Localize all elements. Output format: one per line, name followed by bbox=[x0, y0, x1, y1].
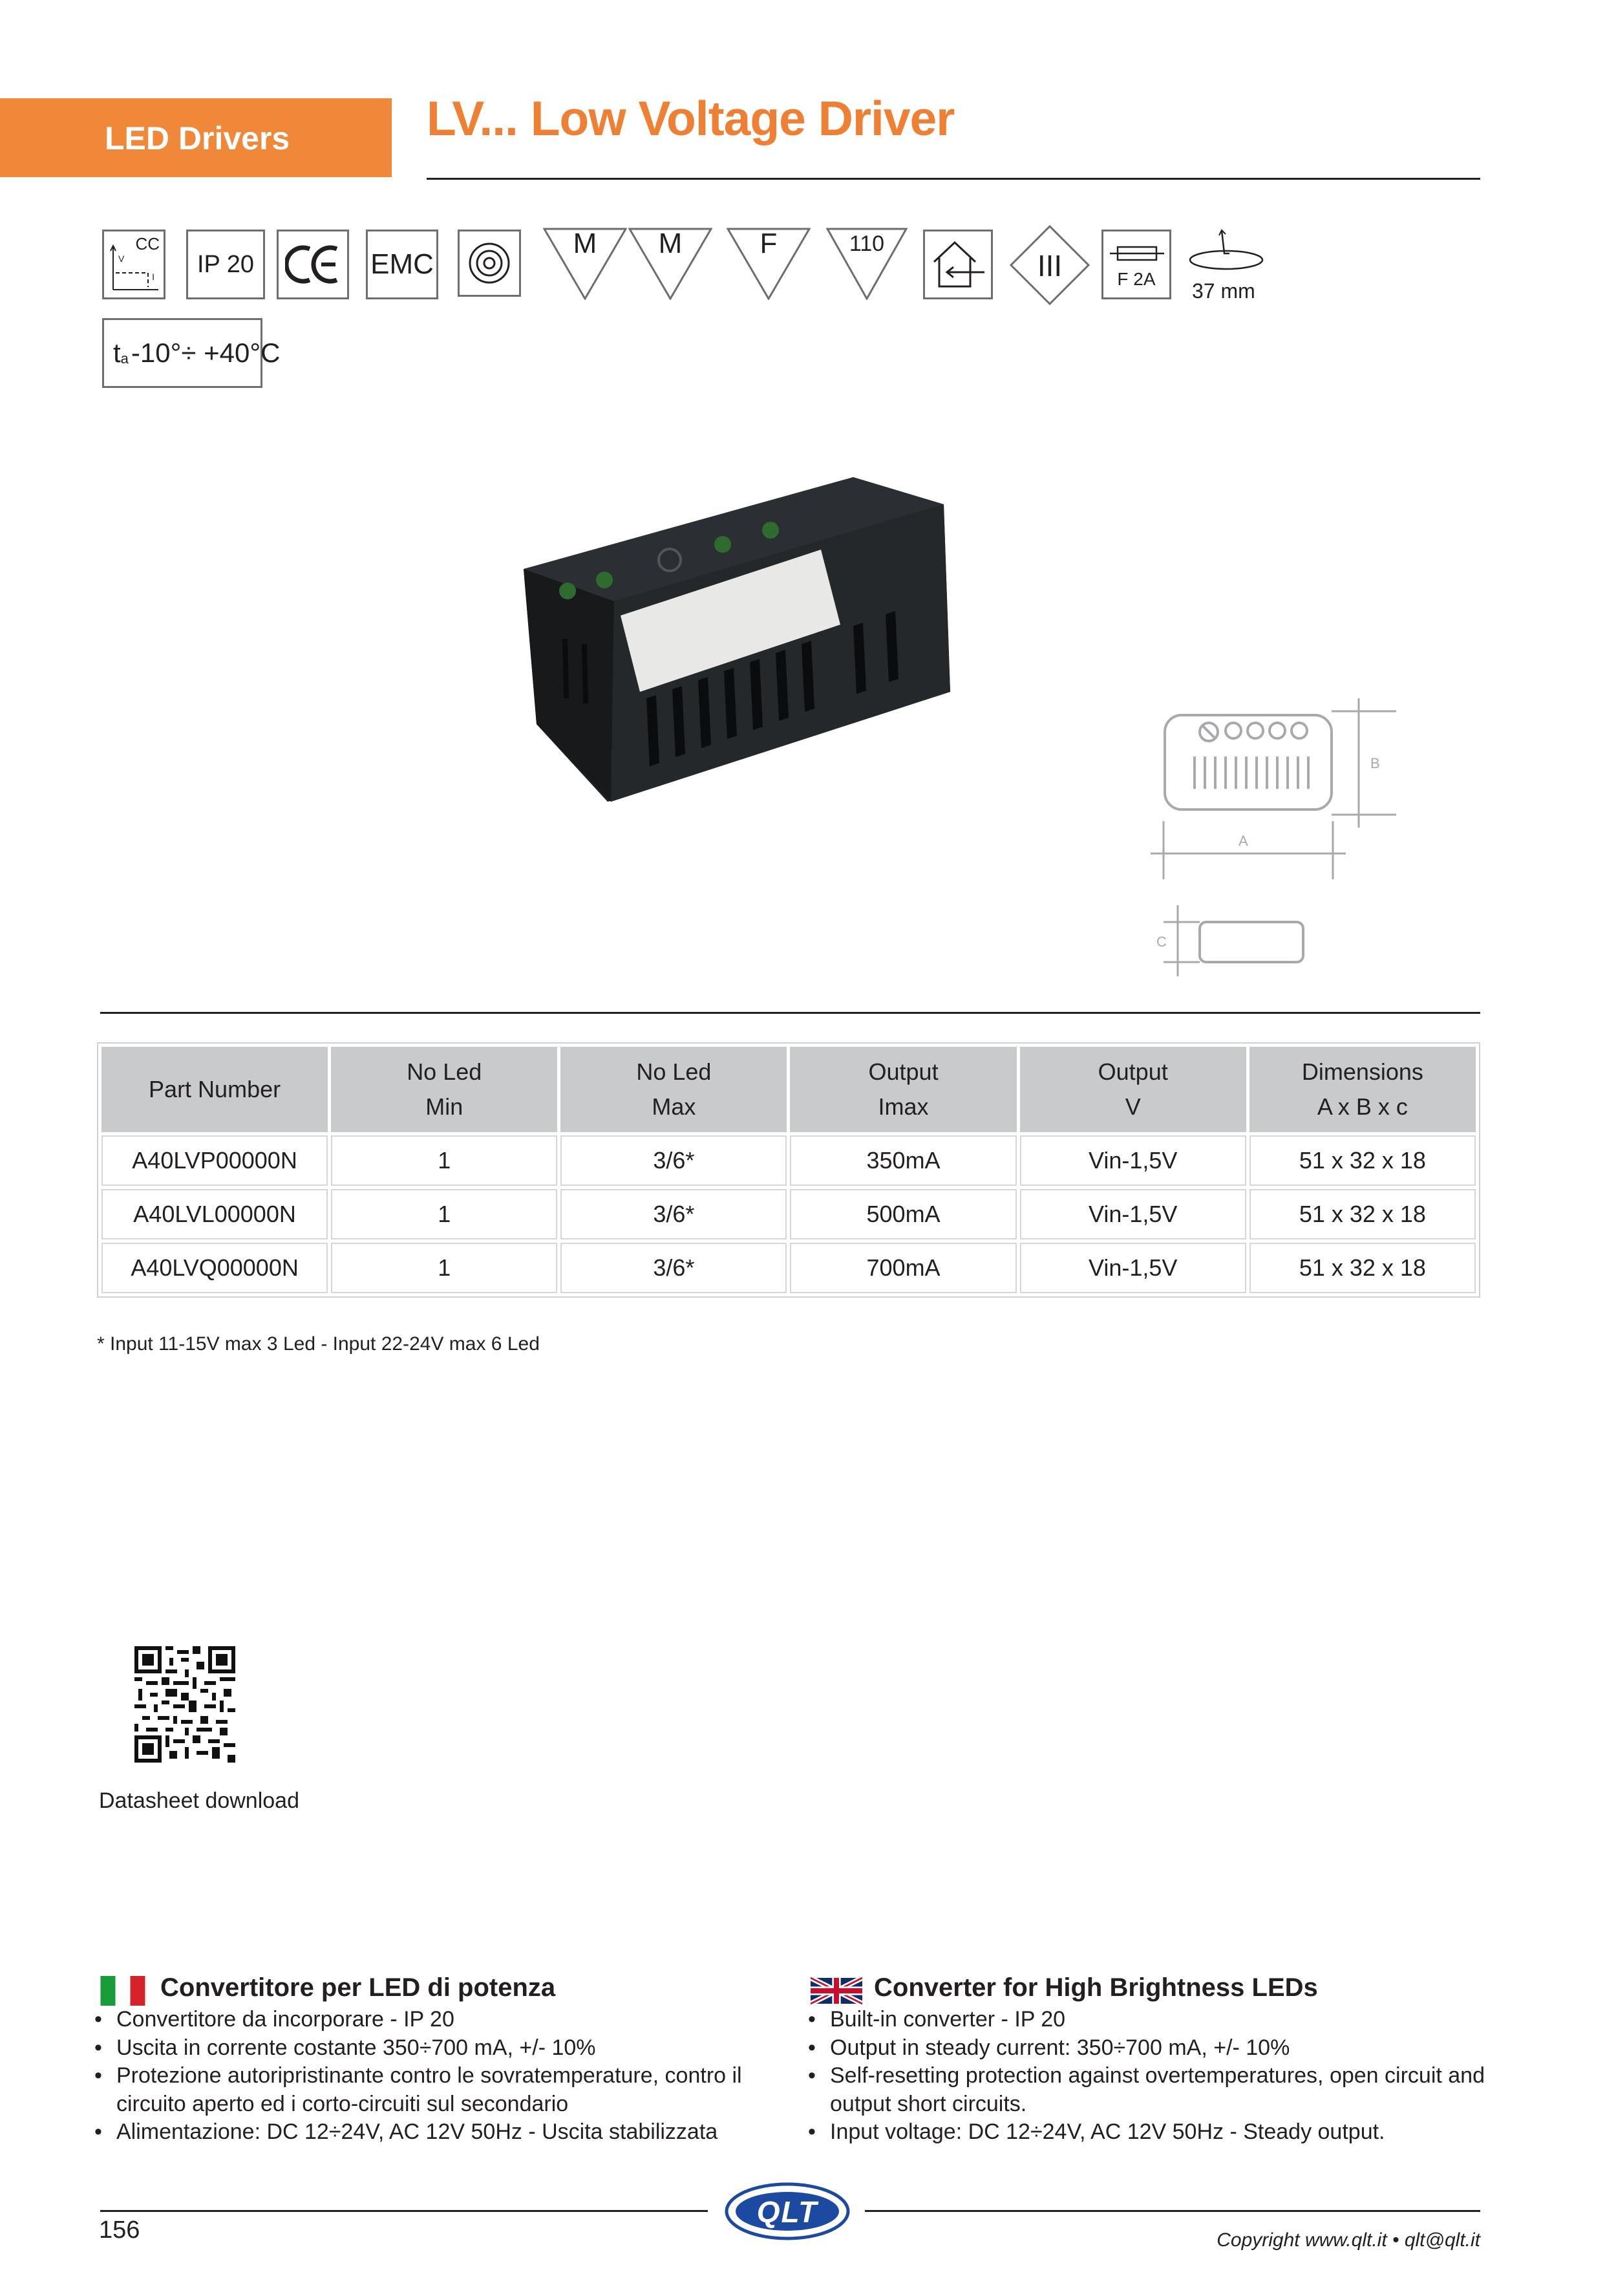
ta-subscript: a bbox=[120, 350, 129, 367]
ip-rating-label: IP 20 bbox=[197, 250, 255, 278]
english-item: • Output in steady current: 350÷700 mA, +/- 10% bbox=[808, 2034, 1487, 2063]
qr-caption: Datasheet download bbox=[99, 1788, 300, 1813]
header-no-led-min: No Led Min bbox=[331, 1047, 557, 1132]
title-rule bbox=[427, 178, 1480, 180]
cell-led-min: 1 bbox=[331, 1135, 557, 1186]
cell-led-max: 3/6* bbox=[560, 1189, 787, 1239]
dim-c-label: C bbox=[1156, 934, 1167, 950]
table-row bbox=[101, 1189, 1476, 1239]
english-item: • Self-resetting protection against overtemperatures, open circuit and output short circuits. bbox=[808, 2062, 1487, 2118]
cell-voltage: Vin-1,5V bbox=[1020, 1189, 1246, 1239]
emc-label: EMC bbox=[370, 248, 434, 280]
cutout-hole-icon bbox=[1184, 228, 1268, 279]
m-label-2: M bbox=[658, 228, 683, 259]
footer-rule-left bbox=[100, 2210, 708, 2212]
hole-diameter-label: 37 mm bbox=[1192, 279, 1255, 303]
cc-label: CC bbox=[135, 234, 160, 253]
indoor-use-icon bbox=[923, 230, 993, 299]
temp-110-label: 110 bbox=[849, 231, 885, 256]
cell-led-min: 1 bbox=[331, 1243, 557, 1293]
cell-led-min: 1 bbox=[331, 1189, 557, 1239]
fuse-icon bbox=[1101, 230, 1171, 299]
ip-rating-icon bbox=[186, 230, 265, 299]
category-label: LED Drivers bbox=[105, 120, 290, 156]
english-title: Converter for High Brightness LEDs bbox=[874, 1973, 1318, 2002]
safety-transformer-icon bbox=[458, 230, 521, 297]
house-icon bbox=[929, 237, 987, 292]
cell-voltage: Vin-1,5V bbox=[1020, 1135, 1246, 1186]
cell-dimensions: 51 x 32 x 18 bbox=[1249, 1243, 1476, 1293]
cell-dimensions: 51 x 32 x 18 bbox=[1249, 1135, 1476, 1186]
qlt-logo bbox=[723, 2180, 852, 2242]
dim-a-label: A bbox=[1239, 833, 1248, 849]
specs-table bbox=[97, 1042, 1480, 1298]
english-list bbox=[808, 2006, 1487, 2147]
italian-item: • Protezione autoripristinante contro le sovratemperature, contro il circuito aperto ed i corto-circuiti sul secondario bbox=[94, 2062, 747, 2118]
page-number: 156 bbox=[99, 2216, 140, 2244]
cell-imax: 500mA bbox=[790, 1189, 1016, 1239]
f-label: F bbox=[760, 228, 778, 259]
cell-part-number: A40LVQ00000N bbox=[101, 1243, 328, 1293]
cc-v-label: V bbox=[118, 253, 125, 264]
page-title: LV... Low Voltage Driver bbox=[427, 91, 955, 145]
fuse-label: F 2A bbox=[1117, 269, 1156, 289]
cc-i-label: I bbox=[152, 272, 154, 282]
fuse-glyph-icon bbox=[1110, 243, 1164, 264]
cell-voltage: Vin-1,5V bbox=[1020, 1243, 1246, 1293]
table-header-row bbox=[101, 1047, 1476, 1132]
italian-item: • Alimentazione: DC 12÷24V, AC 12V 50Hz - Uscita stabilizzata bbox=[94, 2118, 747, 2147]
cell-led-max: 3/6* bbox=[560, 1243, 787, 1293]
cell-part-number: A40LVP00000N bbox=[101, 1135, 328, 1186]
ce-mark-icon bbox=[277, 230, 349, 299]
header-output-v: Output V bbox=[1020, 1047, 1246, 1132]
italian-item: • Uscita in corrente costante 350÷700 mA, +/- 10% bbox=[94, 2034, 747, 2063]
footer-rule-right bbox=[865, 2210, 1480, 2212]
english-item: • Input voltage: DC 12÷24V, AC 12V 50Hz - Steady output. bbox=[808, 2118, 1487, 2147]
cell-led-max: 3/6* bbox=[560, 1135, 787, 1186]
constant-current-icon bbox=[102, 230, 165, 299]
cell-imax: 700mA bbox=[790, 1243, 1016, 1293]
uk-flag-icon bbox=[811, 1976, 862, 2006]
m-label-1: M bbox=[573, 228, 597, 259]
cell-dimensions: 51 x 32 x 18 bbox=[1249, 1189, 1476, 1239]
emc-icon bbox=[366, 230, 438, 299]
copyright: Copyright www.qlt.it • qlt@qlt.it bbox=[1217, 2229, 1480, 2251]
italian-title: Convertitore per LED di potenza bbox=[160, 1973, 556, 2002]
dimension-drawing bbox=[1138, 692, 1409, 976]
concentric-circles-icon bbox=[466, 240, 513, 286]
header-dimensions: Dimensions A x B x c bbox=[1249, 1047, 1476, 1132]
english-item: • Built-in converter - IP 20 bbox=[808, 2006, 1487, 2034]
table-row bbox=[101, 1243, 1476, 1293]
cell-imax: 350mA bbox=[790, 1135, 1016, 1186]
italian-list bbox=[94, 2006, 747, 2147]
header-no-led-max: No Led Max bbox=[560, 1047, 787, 1132]
cc-graph-icon bbox=[109, 244, 161, 296]
qlt-logo-text: QLT bbox=[756, 2195, 818, 2229]
header-output-imax: Output Imax bbox=[790, 1047, 1016, 1132]
italian-item: • Convertitore da incorporare - IP 20 bbox=[94, 2006, 747, 2034]
table-row bbox=[101, 1135, 1476, 1186]
italy-flag-icon bbox=[98, 1976, 147, 2006]
table-footnote: * Input 11-15V max 3 Led - Input 22-24V max 6 Led bbox=[97, 1333, 540, 1355]
dim-b-label: B bbox=[1370, 755, 1380, 771]
ta-prefix: t bbox=[113, 338, 121, 368]
ambient-temperature-box bbox=[102, 318, 281, 388]
header-part-number: Part Number bbox=[101, 1047, 328, 1132]
class-iii-label: III bbox=[1037, 249, 1063, 283]
qr-code[interactable] bbox=[134, 1645, 235, 1764]
ta-range: -10°÷ +40°C bbox=[131, 338, 281, 368]
table-top-rule bbox=[100, 1012, 1480, 1014]
product-photo bbox=[517, 472, 957, 808]
cell-part-number: A40LVL00000N bbox=[101, 1189, 328, 1239]
ce-glyph-icon bbox=[285, 244, 341, 285]
